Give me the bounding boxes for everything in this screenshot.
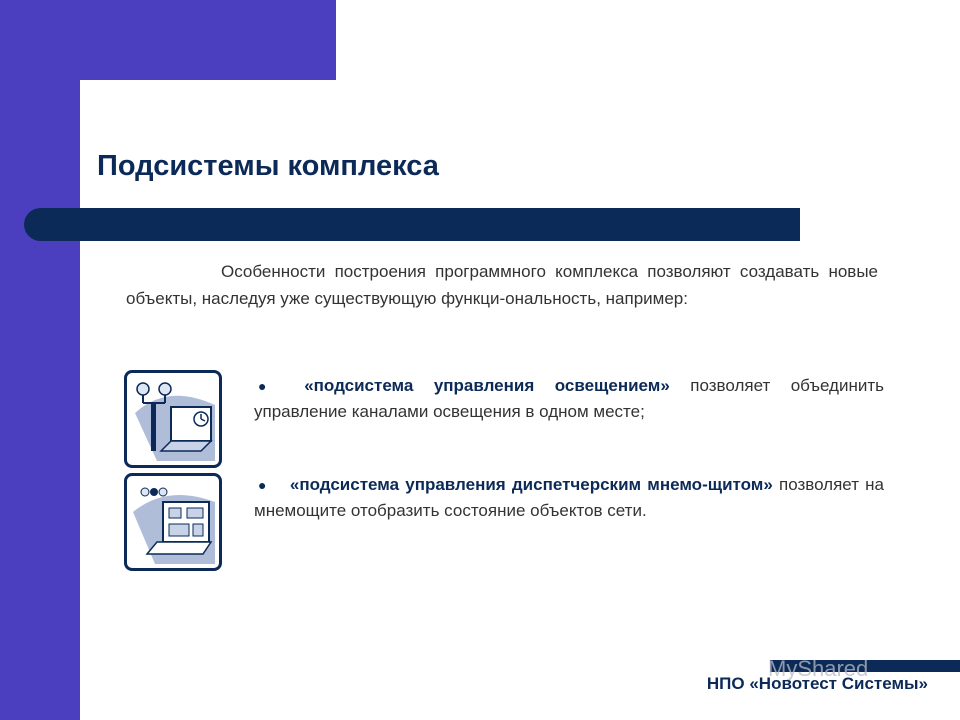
bullet-dot: ●	[258, 477, 268, 493]
bullet-item-lighting	[254, 373, 884, 425]
company-name: НПО «Новотест Системы»	[706, 674, 928, 693]
bullet-description: позволяет объединить управление каналами освещения в одном месте;	[254, 376, 884, 421]
lighting-control-icon	[124, 370, 222, 468]
bullet-description: позволяет на мнемощите отобразить состояние объектов сети.	[254, 475, 884, 520]
bullet-bold-term: «подсистема управления освещением»	[304, 376, 670, 395]
top-purple-block	[0, 0, 336, 80]
mimic-panel-icon	[124, 473, 222, 571]
watermark: MyShared	[768, 656, 869, 681]
slide-title: Подсистемы комплекса	[97, 150, 439, 182]
intro-paragraph: Особенности построения программного комплекса позволяют создавать новые объекты, наследуя уже существующую функци-ональность, например:	[126, 262, 878, 308]
left-purple-band	[0, 0, 80, 720]
bullet-bold-term: «подсистема управления диспетчерским мнемо-щитом»	[289, 475, 773, 494]
bullet-dot: ●	[258, 378, 283, 394]
bullet-item-mimic-panel	[254, 472, 884, 524]
title-underline-bar	[24, 208, 800, 241]
